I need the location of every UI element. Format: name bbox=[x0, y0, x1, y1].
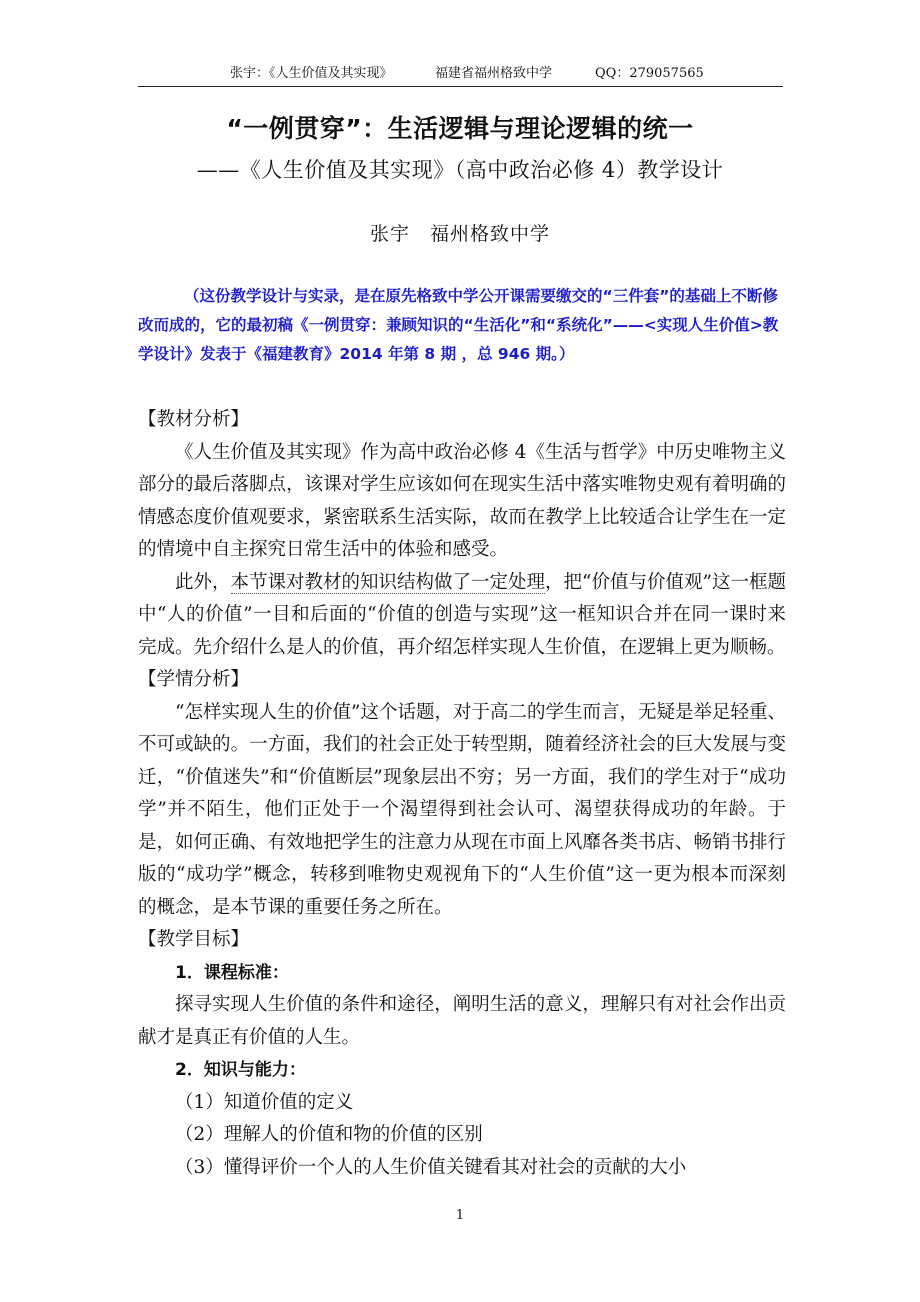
paragraph-text: 此外， bbox=[175, 571, 231, 593]
paragraph-curriculum-standard: 探寻实现人生价值的条件和途径，阐明生活的意义，理解只有对社会作出贡献才是真正有价值的人生。 bbox=[138, 994, 786, 1048]
underlined-phrase: 本节课对教材的知识结构做了一定处理 bbox=[230, 571, 546, 593]
list-item: （1）知道价值的定义 bbox=[175, 1091, 354, 1113]
document-subtitle: ——《人生价值及其实现》（高中政治必修 4）教学设计 bbox=[196, 158, 724, 182]
paragraph-text: ，把“价值与价值观”这一框题中“人的价值”一目和后面的“价值的创造与实现”这一框知识合并在同一课时来完成。先介绍什么是人的价值，再介绍怎样实现人生价值，在逻辑上更为顺畅。 bbox=[138, 571, 786, 658]
paragraph-textbook-1: 《人生价值及其实现》作为高中政治必修 4《生活与哲学》中历史唯物主义部分的最后落脚点，该课对学生应该如何在现实生活中落实唯物史观有着明确的情感态度价值观要求，紧密联系生活实际，故而在教学上比较适合让学生在一定的情境中自主探究日常生活中的体验和感受。 bbox=[138, 441, 786, 560]
subheading-knowledge-ability: 2．知识与能力： bbox=[175, 1060, 306, 1080]
list-item: （3）懂得评价一个人的人生价值关键看其对社会的贡献的大小 bbox=[175, 1156, 687, 1178]
section-heading-students: 【学情分析】 bbox=[138, 669, 250, 690]
subheading-curriculum-standard: 1．课程标准： bbox=[175, 962, 289, 983]
header-school-text: 福建省福州格致中学 bbox=[435, 66, 553, 81]
author-line: 张宇 福州格致中学 bbox=[369, 223, 550, 245]
section-heading-goals: 【教学目标】 bbox=[138, 929, 250, 950]
header-qq-text: QQ：279057565 bbox=[595, 66, 704, 81]
paragraph-students-1: “怎样实现人生的价值”这个话题，对于高二的学生而言，无疑是举足轻重、不可或缺的。一方面，我们的社会正处于转型期，随着经济社会的巨大发展与变迁，“价值迷失”和“价值断层”现象层出不穷；另一方面，我们的学生对于“成功学”并不陌生，他们正处于一个渴望得到社会认可、渴望获得成功的年龄。于是，如何正确、有效地把学生的注意力从现在市面上风靡各类书店、畅销书排行版的“成功学”概念，转移到唯物史观视角下的“人生价值”这一更为根本而深刻的概念，是本节课的重要任务之所在。 bbox=[138, 701, 786, 918]
document-body bbox=[138, 404, 786, 1184]
page-number: 1 bbox=[455, 1208, 465, 1223]
page-header bbox=[138, 64, 783, 87]
document-title: “一例贯穿”：生活逻辑与理论逻辑的统一 bbox=[226, 114, 694, 143]
publication-note: （这份教学设计与实录，是在原先格致中学公开课需要缴交的“三件套”的基础上不断修改而成的，它的最初稿《一例贯穿：兼顾知识的“生活化”和“系统化”——<实现人生价值>教学设计》发表于《福建教育》2014 年第 8 期 ，总 946 期。） bbox=[138, 287, 779, 363]
section-heading-textbook: 【教材分析】 bbox=[138, 409, 250, 430]
paragraph-textbook-2 bbox=[138, 567, 786, 665]
list-item: （2）理解人的价值和物的价值的区别 bbox=[175, 1124, 483, 1145]
header-left-text: 张宇：《人生价值及其实现》 bbox=[230, 66, 393, 81]
